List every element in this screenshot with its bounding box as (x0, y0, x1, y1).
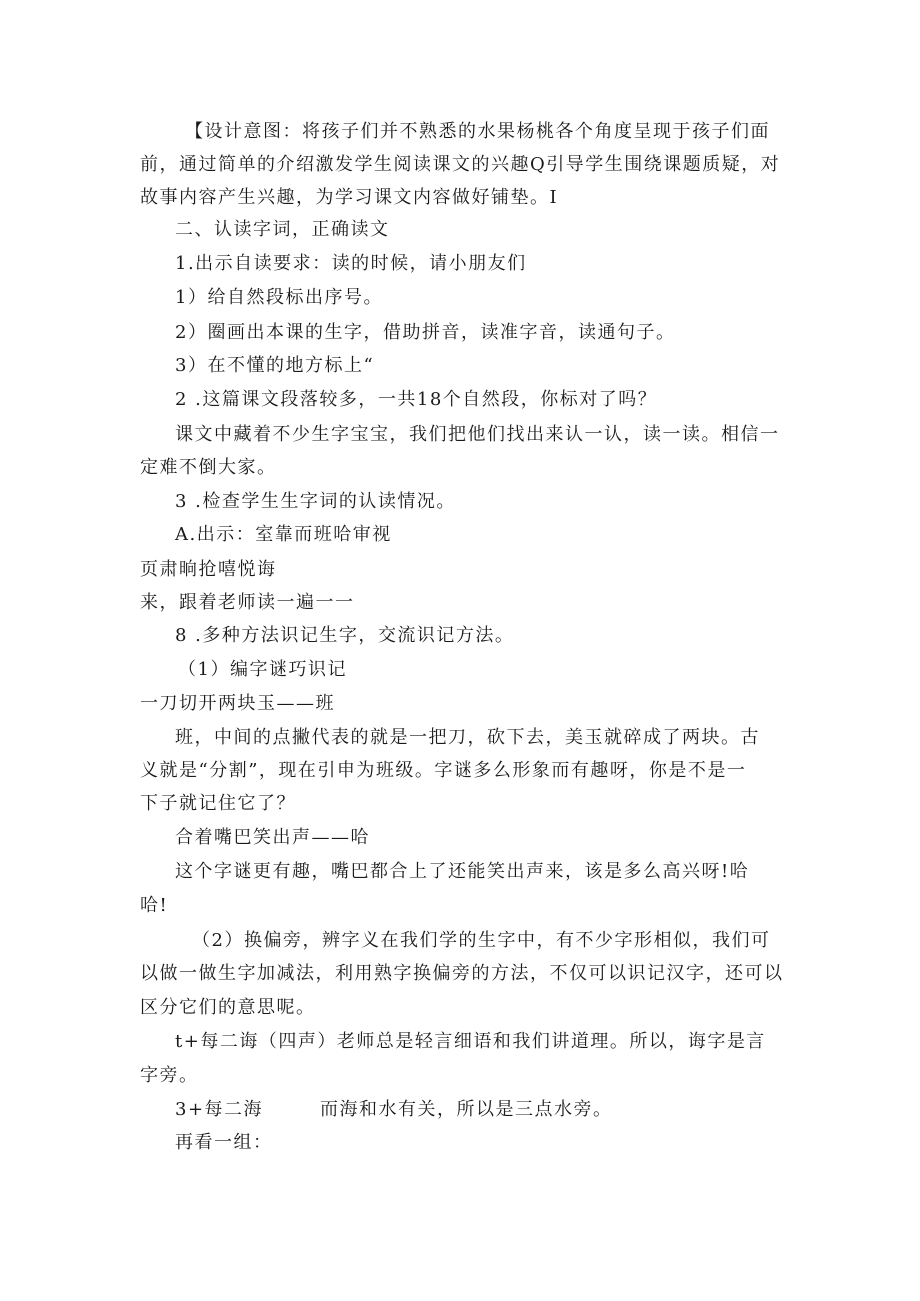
paragraph-line: 班，中间的点撇代表的就是一把刀，砍下去，美玉就碎成了两块。古 (175, 727, 760, 748)
character-list: 页肃晌抢嘻悦诲 (140, 559, 277, 580)
design-intent-line-2: 前，通过简单的介绍激发学生阅读课文的兴趣Q引导学生围绕课题质疑，对 (140, 154, 781, 175)
list-item: 1）给自然段标出序号。 (175, 287, 383, 308)
paragraph-line: 以做一做生字加减法，利用熟字换偏旁的方法，不仅可以识记汉字，还可以 (140, 963, 784, 984)
list-item: 3）在不懂的地方标上“ (175, 355, 375, 376)
riddle-line: 一刀切开两块玉——班 (140, 693, 335, 714)
paragraph-line: 来，跟着老师读一遍一一 (140, 592, 355, 613)
paragraph-line: 3 .检查学生生字词的认读情况。 (175, 491, 456, 512)
paragraph-line: 2 .这篇课文段落较多，一共18个自然段，你标对了吗？ (175, 389, 658, 410)
list-item: 2）圈画出本课的生字，借助拼音，读准字音，读通句子。 (175, 322, 676, 343)
paragraph-line: 8 .多种方法识记生字，交流识记方法。 (175, 625, 515, 646)
section-heading: 二、认读字词，正确读文 (175, 219, 390, 240)
paragraph-line: 区分它们的意思呢。 (140, 997, 316, 1018)
formula-line: 3+每二海 (175, 1099, 264, 1120)
paragraph-line: 哈! (140, 895, 169, 916)
paragraph-line: 1.出示自读要求：读的时候，请小朋友们 (175, 253, 527, 274)
paragraph-line: t+每二诲（四声）老师总是轻言细语和我们讲道理。所以，诲字是言 (175, 1031, 766, 1052)
paragraph-line: 课文中藏着不少生字宝宝，我们把他们找出来认一认，读一读。相信一 (175, 424, 780, 445)
character-list: A.出示：室靠而班哈审视 (175, 524, 392, 545)
paragraph-line: 定难不倒大家。 (140, 457, 277, 478)
paragraph-line: 下子就记住它了？ (140, 793, 296, 814)
paragraph-line: 字旁。 (140, 1065, 199, 1086)
subheading: （1）编字谜巧识记 (178, 659, 347, 680)
paragraph-line: 而海和水有关，所以是三点水旁。 (320, 1099, 613, 1120)
riddle-line: 合着嘴巴笑出声——哈 (175, 827, 370, 848)
paragraph-line: 这个字谜更有趣，嘴巴都合上了还能笑出声来，该是多么高兴呀!哈 (175, 861, 750, 882)
paragraph-line: 再看一组： (175, 1132, 273, 1153)
subheading: （2）换偏旁，辨字义在我们学的生字中，有不少字形相似，我们可 (192, 930, 771, 951)
paragraph-line: 义就是“分割”，现在引申为班级。字谜多么形象而有趣呀，你是不是一 (140, 760, 747, 781)
design-intent-line-3: 故事内容产生兴趣，为学习课文内容做好铺垫。I (140, 187, 559, 208)
design-intent-line-1: 【设计意图：将孩子们并不熟悉的水果杨桃各个角度呈现于孩子们面 (185, 121, 770, 142)
